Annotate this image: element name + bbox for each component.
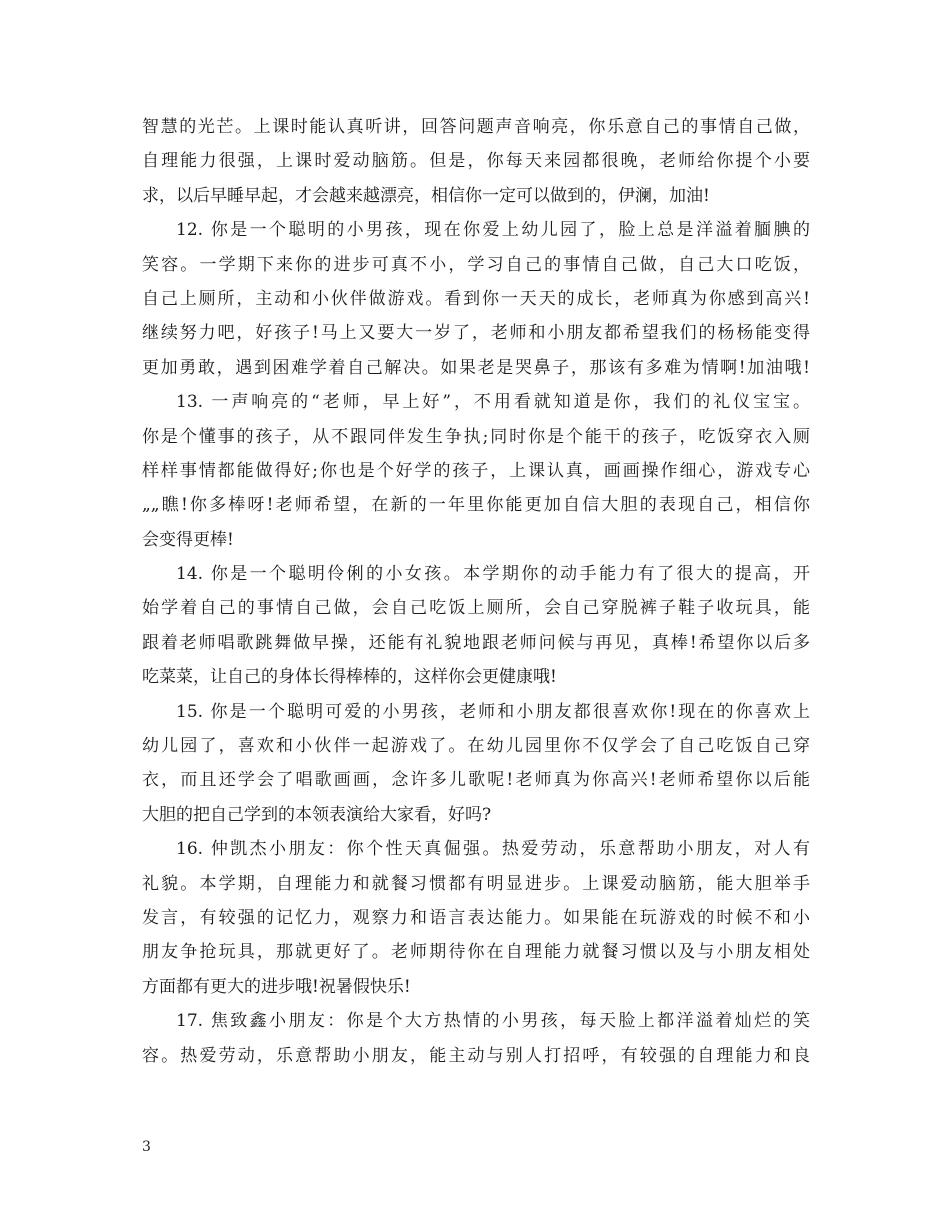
text-line: 13. 一声响亮的“老师，早上好”，不用看就知道是你，我们的礼仪宝宝。: [176, 392, 810, 413]
text-line: 朋友争抢玩具，那就更好了。老师期待你在自理能力就餐习惯以及与小朋友相处: [142, 942, 810, 963]
text-line: 大胆的把自己学到的本领表演给大家看，好吗?: [142, 804, 492, 825]
text-line: 样样事情都能做得好;你也是个好学的孩子，上课认真，画画操作细心，游戏专心: [142, 460, 810, 481]
text-line: 方面都有更大的进步哦!祝暑假快乐!: [142, 976, 411, 997]
text-line: 16. 仲凯杰小朋友：你个性天真倔强。热爱劳动，乐意帮助小朋友，对人有: [176, 839, 810, 860]
page-number: 3: [142, 1139, 151, 1155]
text-line: 求，以后早睡早起，才会越来越漂亮，相信你一定可以做到的，伊澜，加油!: [142, 185, 710, 206]
text-line: 智慧的光芒。上课时能认真听讲，回答问题声音响亮，你乐意自己的事情自己做，: [142, 117, 810, 137]
text-line: 继续努力吧，好孩子!马上又要大一岁了，老师和小朋友都希望我们的杨杨能变得: [142, 323, 810, 344]
text-line: 更加勇敢，遇到困难学着自己解决。如果老是哭鼻子，那该有多难为情啊!加油哦!: [142, 357, 810, 378]
text-line: 始学着自己的事情自己做，会自己吃饭上厕所，会自己穿脱裤子鞋子收玩具，能: [142, 598, 810, 619]
text-line: 吃菜菜，让自己的身体长得棒棒的，这样你会更健康哦!: [142, 667, 557, 688]
text-line: 发言，有较强的记忆力，观察力和语言表达能力。如果能在玩游戏的时候不和小: [142, 907, 810, 928]
text-line: 礼貌。本学期，自理能力和就餐习惯都有明显进步。上课爱动脑筋，能大胆举手: [142, 873, 810, 894]
text-line: 你是个懂事的孩子，从不跟同伴发生争执;同时你是个能干的孩子，吃饭穿衣入厕: [142, 426, 810, 447]
text-line: 自己上厕所，主动和小伙伴做游戏。看到你一天天的成长，老师真为你感到高兴!: [142, 288, 810, 309]
text-line: 跟着老师唱歌跳舞做早操，还能有礼貌地跟老师问候与再见，真棒!希望你以后多: [142, 632, 810, 653]
text-line: 自理能力很强，上课时爱动脑筋。但是，你每天来园都很晚，老师给你提个小要: [142, 151, 810, 172]
text-line: 笑容。一学期下来你的进步可真不小，学习自己的事情自己做，自己大口吃饭，: [142, 254, 810, 275]
text-line: 幼儿园了，喜欢和小伙伴一起游戏了。在幼儿园里你不仅学会了自己吃饭自己穿: [142, 736, 810, 757]
text-line: „„瞧!你多棒呀!老师希望，在新的一年里你能更加自信大胆的表现自己，相信你: [142, 495, 810, 516]
text-line: 14. 你是一个聪明伶俐的小女孩。本学期你的动手能力有了很大的提高，开: [176, 564, 810, 585]
text-line: 会变得更棒!: [142, 529, 234, 550]
text-line: 衣，而且还学会了唱歌画画，念许多儿歌呢!老师真为你高兴!老师希望你以后能: [142, 770, 810, 791]
body-text: [142, 110, 810, 1073]
text-line: 容。热爱劳动，乐意帮助小朋友，能主动与别人打招呼，有较强的自理能力和良: [142, 1045, 810, 1066]
text-line: 15. 你是一个聪明可爱的小男孩，老师和小朋友都很喜欢你!现在的你喜欢上: [176, 701, 810, 722]
text-line: 17. 焦致鑫小朋友：你是个大方热情的小男孩，每天脸上都洋溢着灿烂的笑: [176, 1011, 810, 1032]
text-line: 12. 你是一个聪明的小男孩，现在你爱上幼儿园了，脸上总是洋溢着腼腆的: [176, 220, 810, 241]
